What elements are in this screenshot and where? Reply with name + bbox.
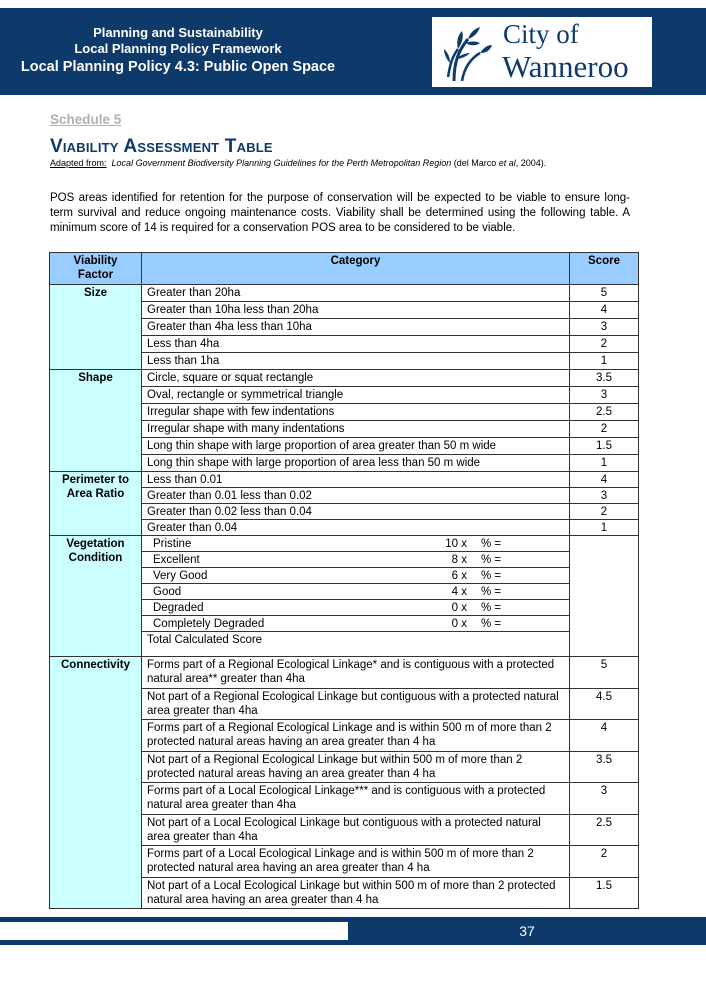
factor-size: Size	[50, 285, 142, 370]
score-cell: 1.5	[570, 877, 639, 909]
footer-stripe	[0, 922, 348, 940]
source-citation	[50, 158, 546, 168]
citation-source: Local Government Biodiversity Planning Guidelines for the Perth Metropolitan Region	[111, 158, 452, 168]
score-cell: 2.5	[570, 814, 639, 846]
category-cell: Forms part of a Local Ecological Linkage and is within 500 m of more than 2 protected natural area having an area greater than 4 ha	[142, 846, 570, 878]
category-cell: Forms part of a Regional Ecological Linkage and is within 500 m of more than 2 protected natural areas having an area greater than 4 ha	[142, 720, 570, 752]
table-row	[50, 370, 639, 387]
vegetation-cell	[142, 616, 570, 632]
page-footer	[0, 917, 706, 945]
city-of-wanneroo-logo	[432, 17, 652, 87]
header-viability-factor: Viability Factor	[50, 253, 142, 285]
score-cell: 4	[570, 472, 639, 488]
category-cell: Greater than 0.02 less than 0.04	[142, 504, 570, 520]
vegetation-class: Excellent	[153, 554, 200, 566]
table-row	[50, 536, 639, 552]
vegetation-class: Very Good	[153, 570, 208, 582]
factor-perimeter: Perimeter to Area Ratio	[50, 472, 142, 536]
page-header	[0, 8, 706, 95]
score-cell: 3	[570, 488, 639, 504]
score-cell: 4.5	[570, 688, 639, 720]
vegetation-percent: % =	[481, 618, 502, 630]
vegetation-cell	[142, 584, 570, 600]
logo-wordmark	[502, 19, 629, 85]
vegetation-multiplier: 8 x	[451, 554, 467, 566]
score-cell: 1	[570, 520, 639, 536]
vegetation-multiplier: 4 x	[451, 586, 467, 598]
score-cell: 2	[570, 504, 639, 520]
score-cell: 3	[570, 319, 639, 336]
vegetation-percent: % =	[481, 602, 502, 614]
category-cell: Forms part of a Regional Ecological Linkage* and is contiguous with a protected natural area** greater than 4ha	[142, 657, 570, 689]
citation-author: (del Marco	[453, 158, 499, 168]
category-cell: Greater than 0.01 less than 0.02	[142, 488, 570, 504]
score-cell: 5	[570, 285, 639, 302]
score-cell: 1	[570, 455, 639, 472]
score-cell: 2.5	[570, 404, 639, 421]
category-cell: Long thin shape with large proportion of area greater than 50 m wide	[142, 438, 570, 455]
schedule-label: Schedule 5	[50, 112, 122, 127]
vegetation-score-cell	[570, 536, 639, 657]
vegetation-class: Completely Degraded	[153, 618, 265, 630]
category-cell: Less than 1ha	[142, 353, 570, 370]
table-row	[50, 657, 639, 689]
factor-connectivity: Connectivity	[50, 657, 142, 909]
citation-label: Adapted from:	[50, 158, 107, 168]
category-cell: Not part of a Local Ecological Linkage but contiguous with a protected natural area greater than 4ha	[142, 814, 570, 846]
category-cell: Less than 4ha	[142, 336, 570, 353]
logo-name: Wanneroo	[502, 49, 629, 84]
category-cell: Irregular shape with few indentations	[142, 404, 570, 421]
category-cell: Long thin shape with large proportion of area less than 50 m wide	[142, 455, 570, 472]
header-department: Planning and Sustainability	[93, 25, 263, 40]
factor-shape: Shape	[50, 370, 142, 472]
vegetation-class: Degraded	[153, 602, 204, 614]
table-row	[50, 472, 639, 488]
vegetation-multiplier: 0 x	[451, 602, 467, 614]
vegetation-class: Pristine	[153, 538, 192, 550]
page-number: 37	[519, 923, 535, 939]
header-policy-title: Local Planning Policy 4.3: Public Open Space	[20, 59, 336, 75]
header-text	[8, 25, 348, 77]
kangaroo-paw-logo-icon	[440, 23, 492, 81]
vegetation-multiplier: 6 x	[451, 570, 467, 582]
category-cell: Forms part of a Local Ecological Linkage*** and is contiguous with a protected natural area greater than 4ha	[142, 783, 570, 815]
vegetation-percent: % =	[481, 538, 502, 550]
table-row	[50, 285, 639, 302]
viability-table	[49, 252, 639, 909]
category-cell: Oval, rectangle or symmetrical triangle	[142, 387, 570, 404]
vegetation-percent: % =	[481, 586, 502, 598]
category-cell: Not part of a Regional Ecological Linkage but within 500 m of more than 2 protected natural areas having an area greater than 4 ha	[142, 751, 570, 783]
vegetation-cell	[142, 536, 570, 552]
score-cell: 2	[570, 421, 639, 438]
score-cell: 2	[570, 846, 639, 878]
header-framework: Local Planning Policy Framework	[74, 41, 282, 56]
header-score: Score	[570, 253, 639, 285]
score-cell: 1	[570, 353, 639, 370]
score-cell: 4	[570, 720, 639, 752]
header-category: Category	[142, 253, 570, 285]
intro-paragraph: POS areas identified for retention for the purpose of conservation will be expected to be viable to ensure long-term survival and reduce ongoing maintenance costs. Viability shall be determined using the following table. A minimum score of 14 is required for a conservation POS area to be considered to be viable.	[50, 192, 630, 234]
category-cell: Not part of a Regional Ecological Linkage but contiguous with a protected natural area greater than 4ha	[142, 688, 570, 720]
total-score-label: Total Calculated Score	[142, 632, 570, 657]
factor-vegetation: Vegetation Condition	[50, 536, 142, 657]
category-cell: Greater than 4ha less than 10ha	[142, 319, 570, 336]
citation-year: , 2004).	[515, 158, 547, 168]
score-cell: 5	[570, 657, 639, 689]
vegetation-percent: % =	[481, 554, 502, 566]
vegetation-cell	[142, 600, 570, 616]
vegetation-percent: % =	[481, 570, 502, 582]
score-cell: 3	[570, 387, 639, 404]
vegetation-cell	[142, 568, 570, 584]
logo-city: City of	[503, 19, 579, 49]
category-cell: Greater than 10ha less than 20ha	[142, 302, 570, 319]
score-cell: 2	[570, 336, 639, 353]
vegetation-multiplier: 10 x	[445, 538, 467, 550]
score-cell: 3.5	[570, 370, 639, 387]
citation-et-al: et al	[498, 158, 516, 168]
vegetation-class: Good	[153, 586, 182, 598]
score-cell: 4	[570, 302, 639, 319]
score-cell: 1.5	[570, 438, 639, 455]
vegetation-cell	[142, 552, 570, 568]
category-cell: Circle, square or squat rectangle	[142, 370, 570, 387]
category-cell: Greater than 20ha	[142, 285, 570, 302]
table-header-row	[50, 253, 639, 285]
page-title: Viability Assessment Table	[50, 136, 273, 157]
category-cell: Not part of a Local Ecological Linkage but within 500 m of more than 2 protected natural area having an area greater than 4 ha	[142, 877, 570, 909]
vegetation-multiplier: 0 x	[451, 618, 467, 630]
category-cell: Less than 0.01	[142, 472, 570, 488]
category-cell: Irregular shape with many indentations	[142, 421, 570, 438]
category-cell: Greater than 0.04	[142, 520, 570, 536]
score-cell: 3	[570, 783, 639, 815]
score-cell: 3.5	[570, 751, 639, 783]
